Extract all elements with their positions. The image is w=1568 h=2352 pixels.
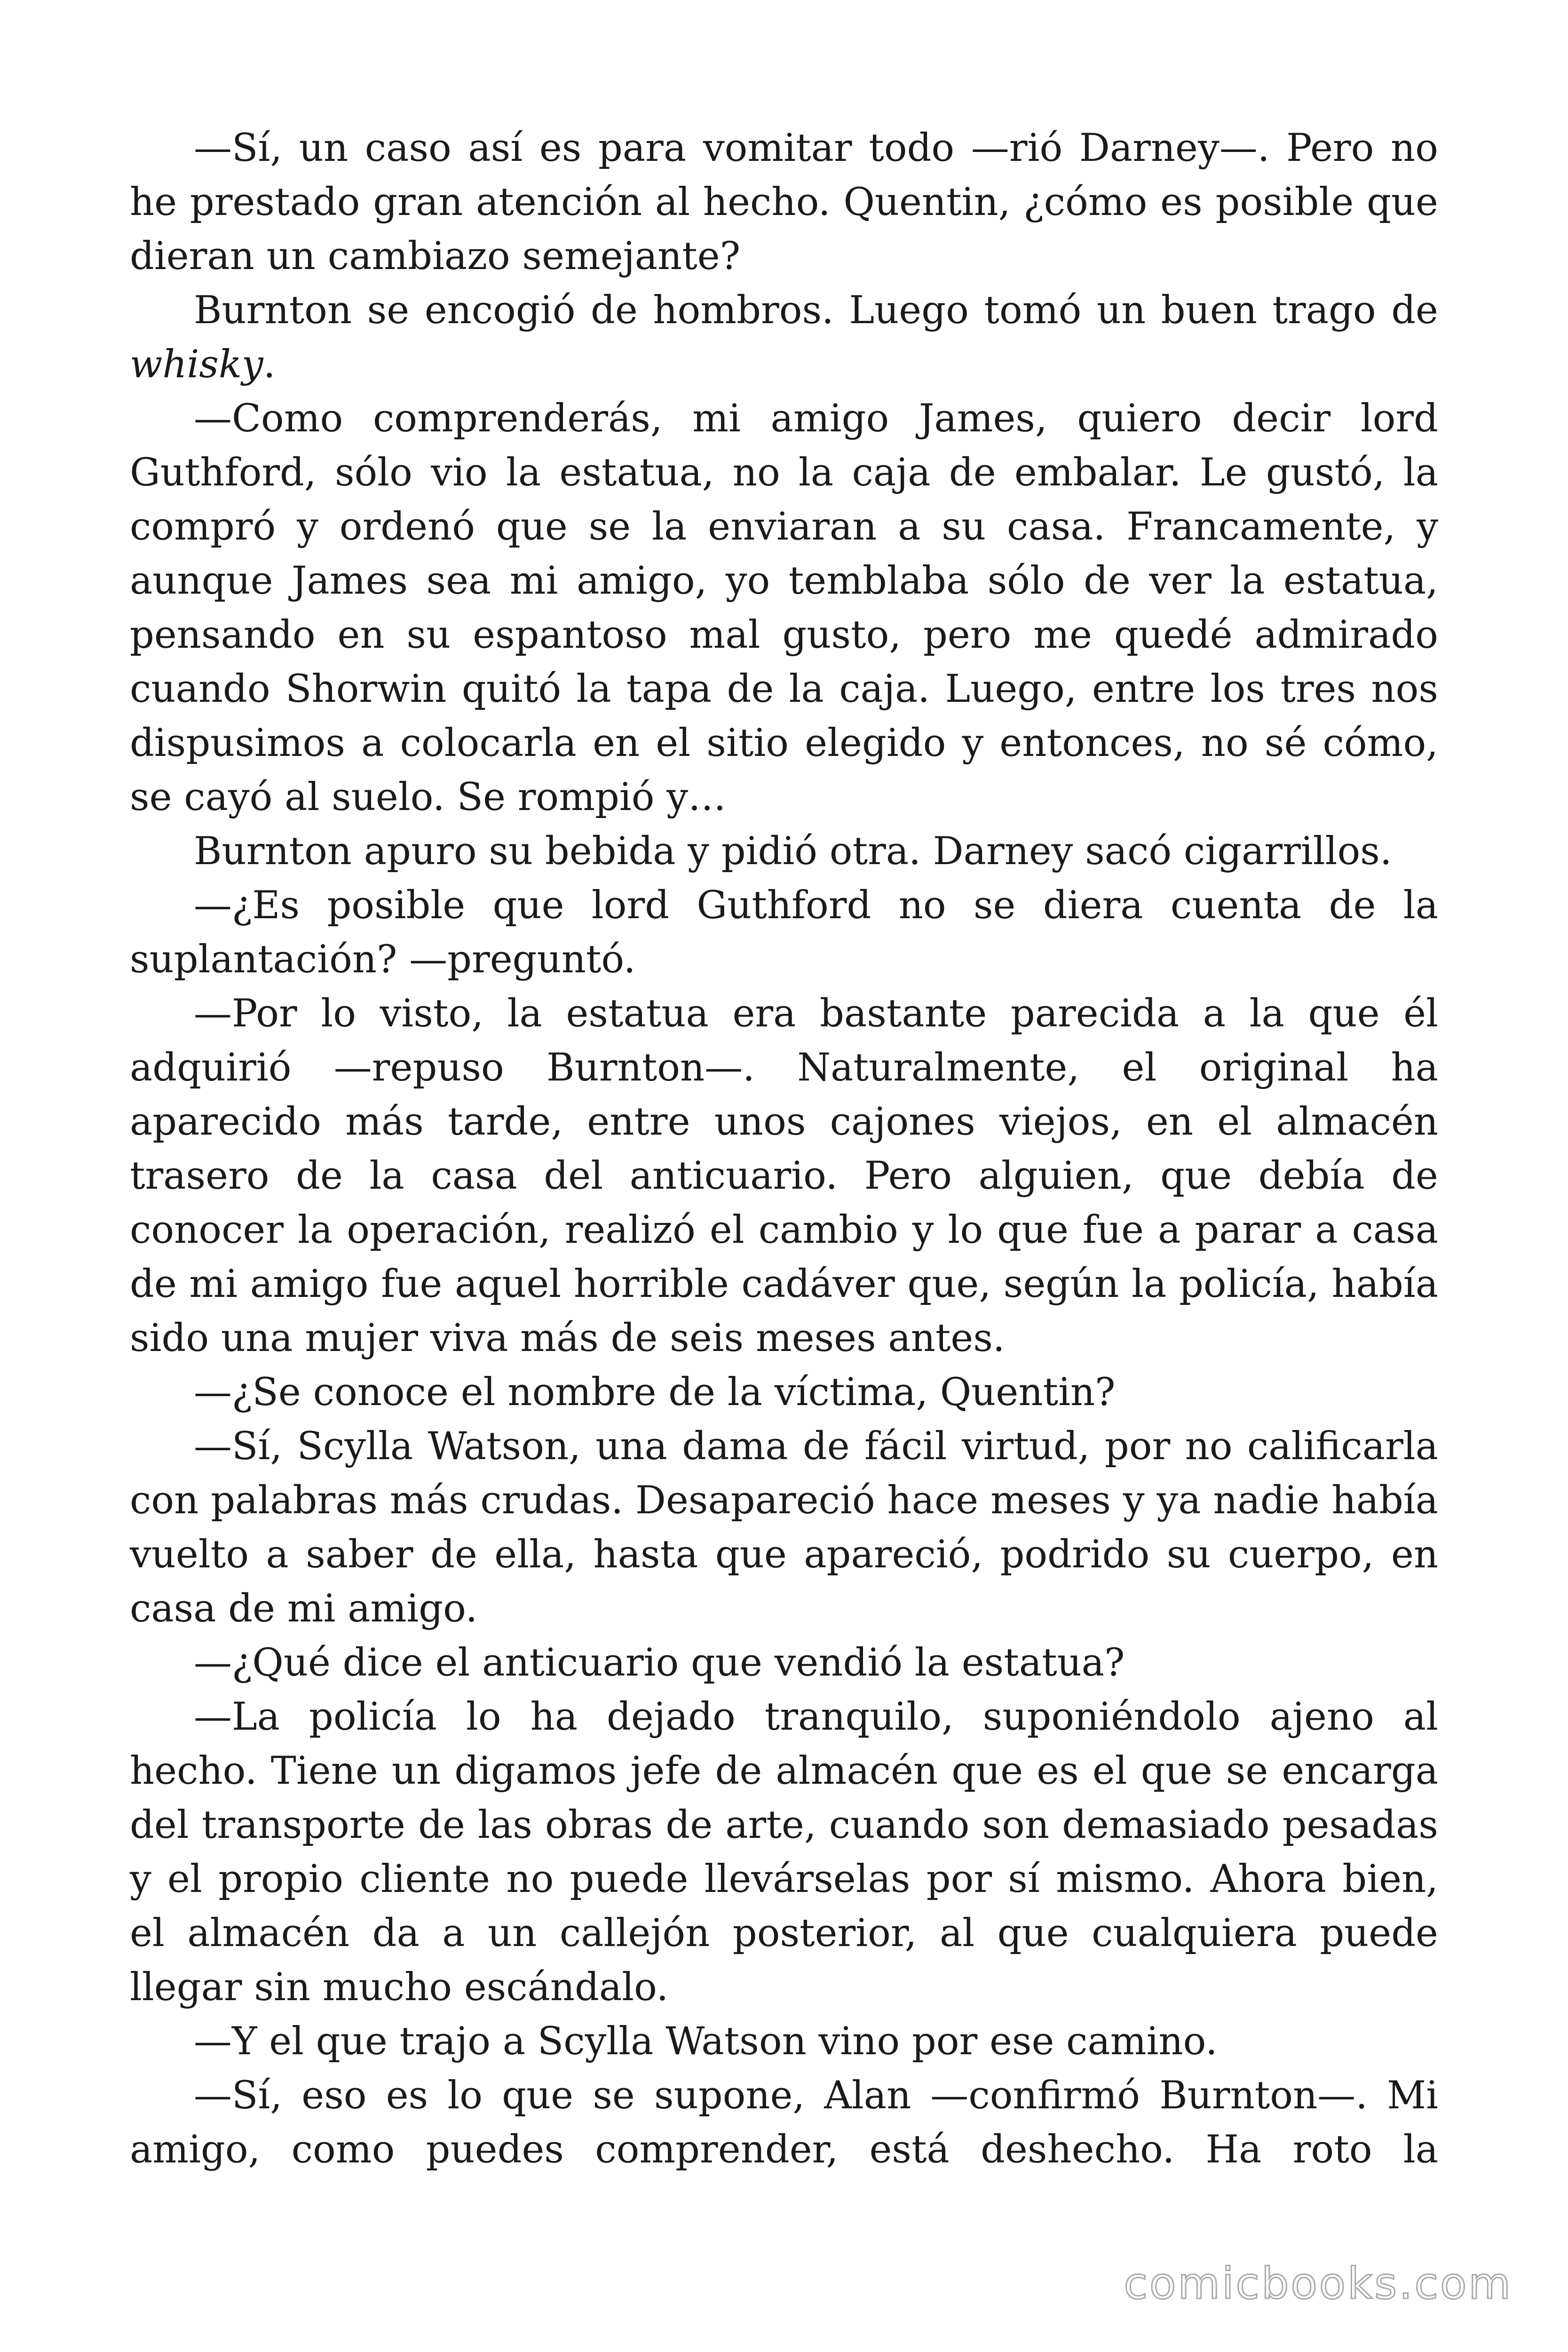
paragraph-text: . (263, 342, 276, 387)
paragraph: —Y el que trajo a Scylla Watson vino por ese camino. (194, 2019, 1218, 2064)
paragraph-text: Burnton se encogió de hombros. Luego tomó un buen trago de (194, 288, 1438, 333)
paragraph: —¿Se conoce el nombre de la víctima, Quentin? (194, 1370, 1116, 1414)
paragraph: —La policía lo ha dejado tranquilo, suponiéndolo ajeno al hecho. Tiene un digamos jefe de almacén que es el que se encarga del transporte de las obras de arte, cuando son demasiado pesadas y el propio cliente no puede llevárselas por sí mismo. Ahora bien, el almacén da a un callejón posterior, al que cualquiera puede llegar sin mucho escándalo. (130, 1695, 1438, 2010)
emphasis-text: whisky (130, 342, 263, 387)
paragraph: —Sí, Scylla Watson, una dama de fácil virtud, por no calificarla con palabras más crudas. Desapareció hace meses y ya nadie había vuelto a saber de ella, hasta que apareció, podrido su cuerpo, en casa de mi amigo. (130, 1424, 1438, 1631)
paragraph: —Como comprenderás, mi amigo James, quiero decir lord Guthford, sólo vio la estatua, no la caja de embalar. Le gustó, la compró y ordenó que se la enviaran a su casa. Francamente, y aunque James sea mi amigo, yo temblaba sólo de ver la estatua, pensando en su espantoso mal gusto, pero me quedé admirado cuando Shorwin quitó la tapa de la caja. Luego, entre los tres nos dispusimos a colocarla en el sitio elegido y entonces, no sé cómo, se cayó al suelo. Se rompió y… (130, 397, 1438, 819)
paragraph: —Por lo visto, la estatua era bastante parecida a la que él adquirió —repuso Burnton—. Naturalmente, el original ha aparecido más tarde, entre unos cajones viejos, en el almacén trasero de la casa del anticuario. Pero alguien, que debía de conocer la operación, realizó el cambio y lo que fue a parar a casa de mi amigo fue aquel horrible cadáver que, según la policía, había sido una mujer viva más de seis meses antes. (130, 992, 1438, 1360)
paragraph: —¿Qué dice el anticuario que vendió la estatua? (194, 1641, 1125, 1685)
watermark: comicbooks.com (1124, 2258, 1513, 2309)
book-page (130, 121, 1438, 2177)
paragraph: —Sí, un caso así es para vomitar todo —rió Darney—. Pero no he prestado gran atención al hecho. Quentin, ¿cómo es posible que dieran un cambiazo semejante? (130, 126, 1438, 278)
paragraph: —Sí, eso es lo que se supone, Alan —confirmó Burnton—. Mi amigo, como puedes comprender, está deshecho. Ha roto la (130, 2074, 1438, 2172)
paragraph: Burnton apuro su bebida y pidió otra. Darney sacó cigarrillos. (194, 829, 1392, 874)
paragraph (130, 284, 1438, 392)
paragraph: —¿Es posible que lord Guthford no se diera cuenta de la suplantación? —preguntó. (130, 883, 1438, 982)
